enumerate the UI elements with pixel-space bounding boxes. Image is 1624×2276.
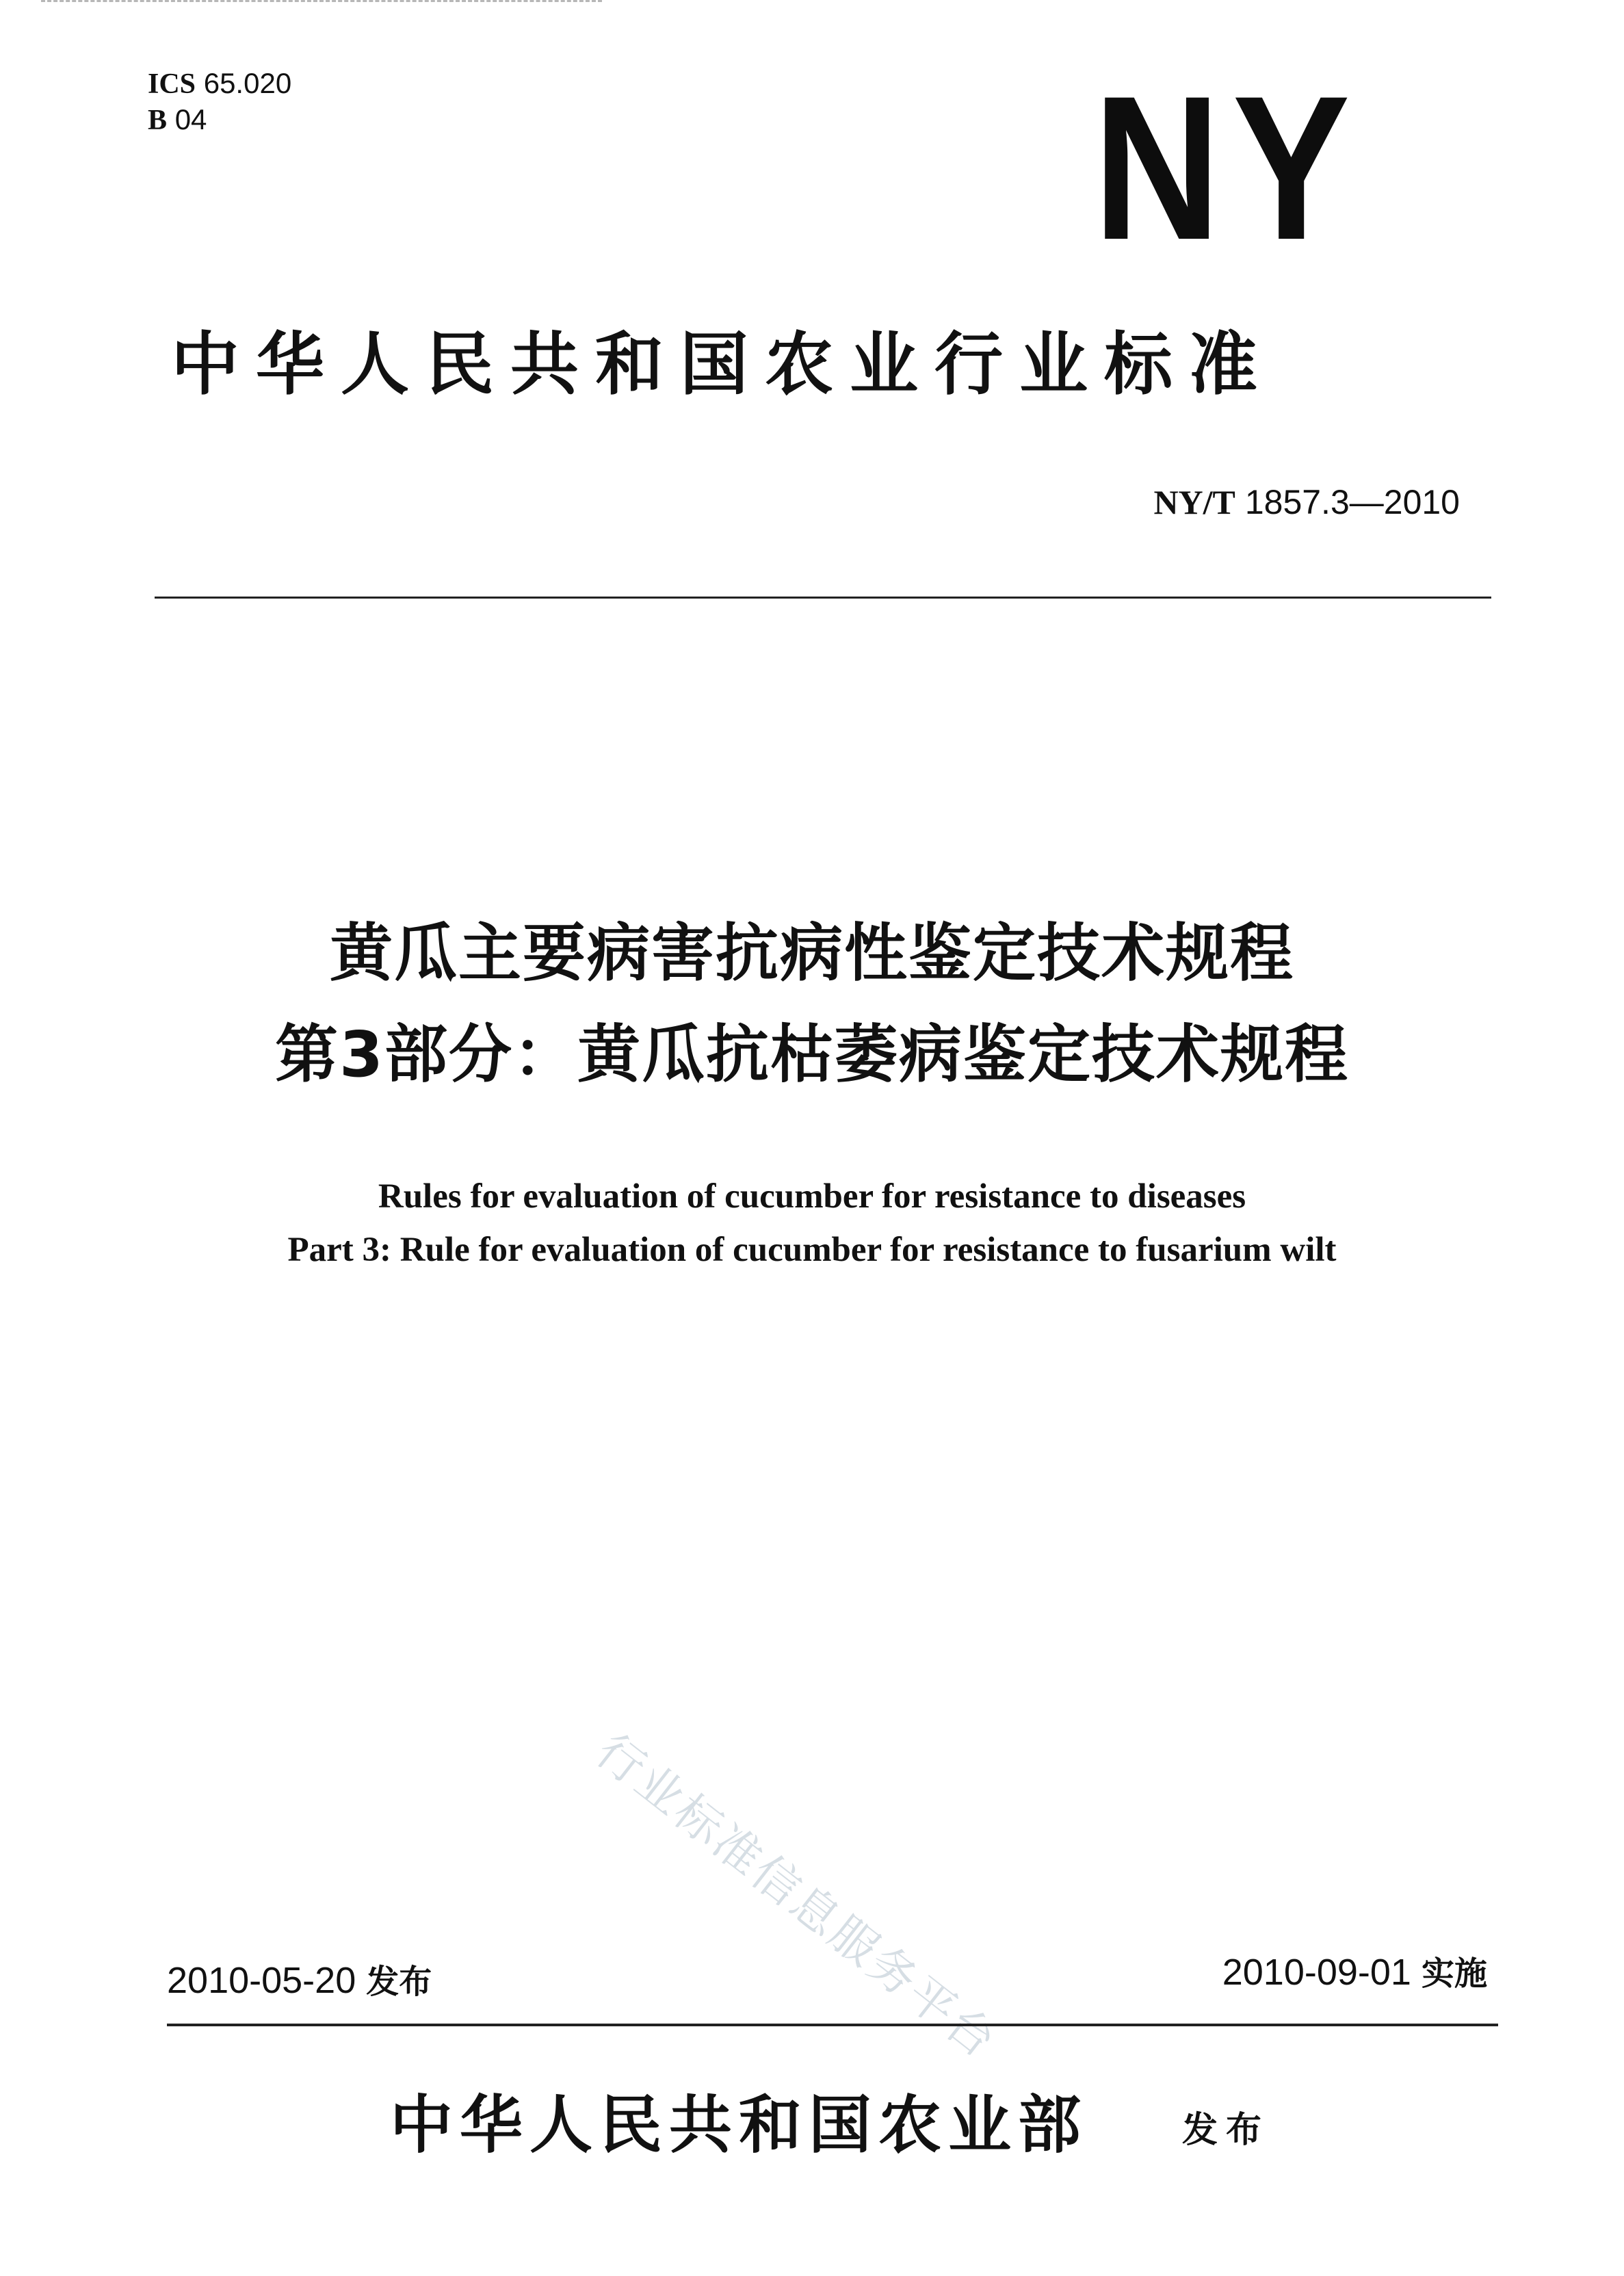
chinese-title-line-2: 第3部分：黄瓜抗枯萎病鉴定技术规程 bbox=[274, 1018, 1349, 1091]
issuer-name: 中华人民共和国农业部 bbox=[390, 2088, 1088, 2162]
issuer-suffix: 发布 bbox=[1182, 2110, 1270, 2151]
standard-number bbox=[1153, 481, 1460, 523]
ny-logo: NY bbox=[1093, 53, 1362, 283]
ccs-code: 04 bbox=[174, 103, 207, 135]
ics-prefix: ICS bbox=[148, 68, 196, 100]
watermark: 行业标准信息服务平台 bbox=[586, 1724, 1008, 2070]
ccs-prefix: B bbox=[148, 105, 168, 136]
chinese-title-line-1: 黄瓜主要病害抗病性鉴定技术规程 bbox=[329, 917, 1294, 990]
english-title-line-1: Rules for evaluation of cucumber for resistance to diseases bbox=[378, 1177, 1246, 1216]
effective-label: 实施 bbox=[1421, 1954, 1487, 1993]
classification-codes bbox=[148, 66, 291, 138]
effective-date: 2010-09-01 bbox=[1222, 1952, 1411, 1993]
footer-divider bbox=[167, 2024, 1498, 2026]
effective-date-block bbox=[1222, 1950, 1487, 1996]
publish-label: 发布 bbox=[366, 1963, 432, 2001]
ics-line bbox=[148, 66, 291, 102]
standard-number-value: 1857.3—2010 bbox=[1244, 483, 1460, 521]
scan-artifact-marks bbox=[41, 0, 602, 6]
ccs-line bbox=[148, 102, 291, 138]
publish-date-block bbox=[167, 1958, 432, 2004]
standard-category-title: 中华人民共和国农业行业标准 bbox=[171, 324, 1274, 404]
english-title-line-2: Part 3: Rule for evaluation of cucumber for resistance to fusarium wilt bbox=[287, 1231, 1337, 1269]
ics-code: 65.020 bbox=[203, 67, 292, 99]
publish-date: 2010-05-20 bbox=[167, 1960, 356, 2001]
standard-number-prefix: NY/T bbox=[1153, 483, 1235, 521]
header-divider bbox=[155, 597, 1491, 599]
